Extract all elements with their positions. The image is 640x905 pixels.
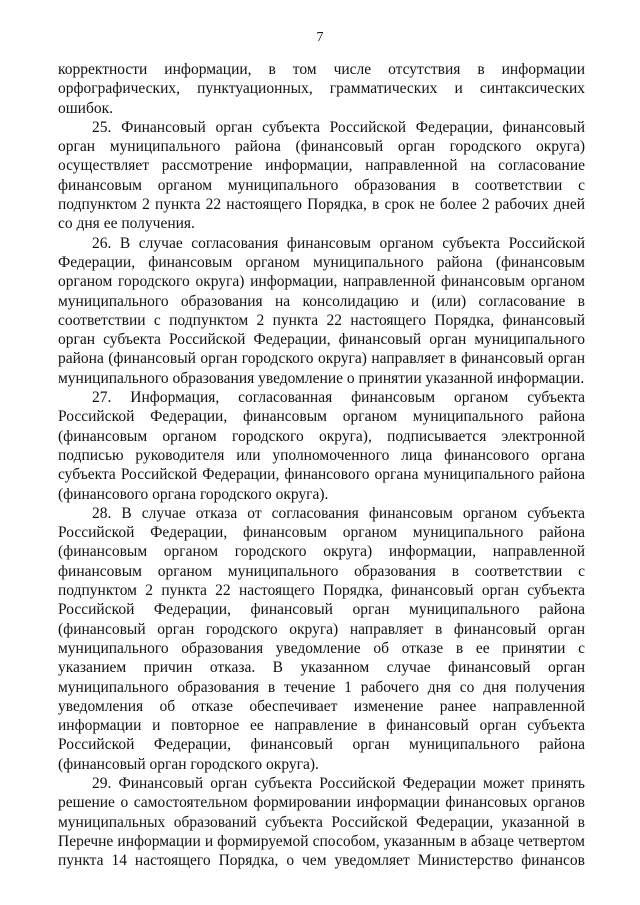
paragraph-item-29: 29. Финансовый орган субъекта Российской Федерации может принять решение о самостоятельном формировании информации финансовых органов муниципальных образований субъекта Российской Федерации, указанной в Перечне информации и формируемой способом, указанным в абзаце четвертом пункта 14 настоящего Порядка, о чем уведомляет Министерство финансов bbox=[58, 774, 585, 870]
paragraph-item-25: 25. Финансовый орган субъекта Российской Федерации, финансовый орган муниципального района (финансовый орган городского округа) осуществляет рассмотрение информации, направленной на согласование финансовым органом муниципального образования в соответствии с подпунктом 2 пункта 22 настоящего Порядка, в срок не более 2 рабочих дней со дня ее получения. bbox=[58, 118, 585, 233]
document-body bbox=[58, 60, 585, 870]
paragraph-item-27: 27. Информация, согласованная финансовым органом субъекта Российской Федерации, финансовым органом муниципального района (финансовым органом городского округа), подписывается электронной подписью руководителя или уполномоченного лица финансового органа субъекта Российской Федерации, финансового органа муниципального района (финансового органа городского округа). bbox=[58, 389, 585, 503]
paragraph-item-26: 26. В случае согласования финансовым органом субъекта Российской Федерации, финансовым органом муниципального района (финансовым органом городского округа) информации, направленной финансовым органом муниципального образования на консолидацию и (или) согласование в соответствии с подпунктом 2 пункта 22 настоящего Порядка, финансовый орган субъекта Российской Федерации, финансовый орган муниципального района (финансовый орган городского округа) направляет в финансовый орган муниципального образования уведомление о принятии указанной информации. bbox=[58, 234, 585, 387]
paragraph-continuation: корректности информации, в том числе отсутствия в информации орфографических, пунктуационных, грамматических и синтаксических ошибок. bbox=[58, 61, 585, 117]
paragraph-item-28: 28. В случае отказа от согласования финансовым органом субъекта Российской Федерации, финансовым органом муниципального района (финансовым органом городского округа) информации, направленной финансовым органом муниципального образования в соответствии с подпунктом 2 пункта 22 настоящего Порядка, финансовый орган субъекта Российской Федерации, финансовый орган муниципального района (финансовый орган городского округа) направляет в финансовый орган муниципального образования уведомление об отказе в ее принятии с указанием причин отказа. В указанном случае финансовый орган муниципального образования в течение 1 рабочего дня со дня получения уведомления об отказе обеспечивает изменение ранее направленной информации и повторное ее направление в финансовый орган субъекта Российской Федерации, финансовый орган муниципального района (финансовый орган городского округа). bbox=[58, 504, 585, 773]
page-number: 7 bbox=[316, 30, 324, 45]
